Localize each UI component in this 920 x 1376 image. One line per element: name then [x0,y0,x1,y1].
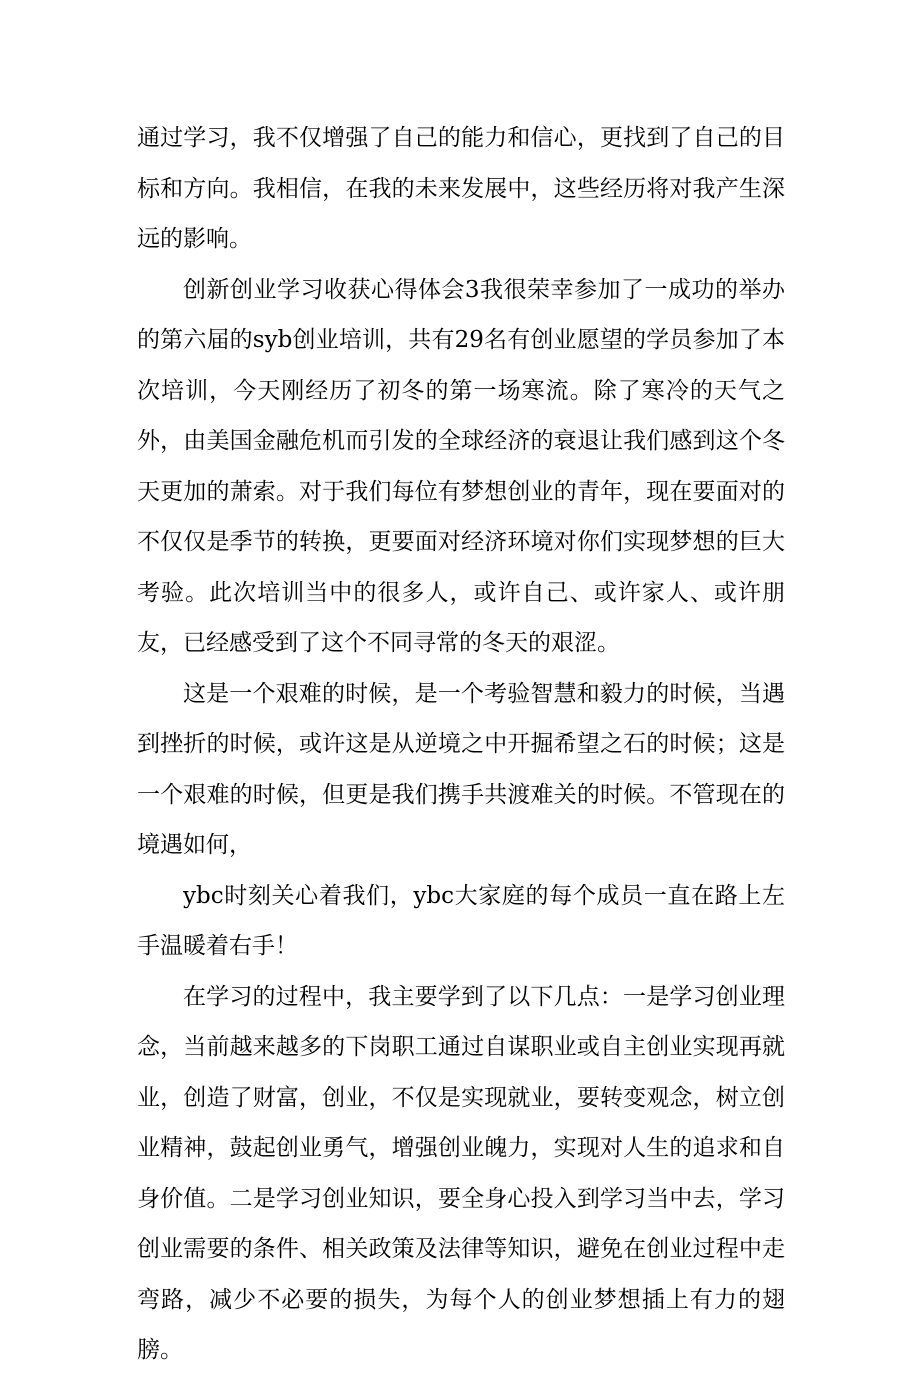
paragraph-3: 这是一个艰难的时候，是一个考验智慧和毅力的时候，当遇到挫折的时候，或许这是从逆境之中开掘希望之石的时候；这是一个艰难的时候，但更是我们携手共渡难关的时候。不管现在的境遇如何， [137,680,785,858]
paragraph-2: 创新创业学习收获心得体会3我很荣幸参加了一成功的举办的第六届的syb创业培训，共有29名有创业愿望的学员参加了本次培训，今天刚经历了初冬的第一场寒流。除了寒冷的天气之外，由美国金融危机而引发的全球经济的衰退让我们感到这个冬天更加的萧索。对于我们每位有梦想创业的青年，现在要面对的不仅仅是季节的转换，更要面对经济环境对你们实现梦想的巨大考验。此次培训当中的很多人，或许自己、或许家人、或许朋友，已经感受到了这个不同寻常的冬天的艰涩。 [137,276,785,656]
document-body [137,113,785,1376]
paragraph-4: ybc时刻关心着我们，ybc大家庭的每个成员一直在路上左手温暖着右手！ [137,882,785,959]
paragraph-5: 在学习的过程中，我主要学到了以下几点：一是学习创业理念，当前越来越多的下岗职工通过自谋职业或自主创业实现再就业，创造了财富，创业，不仅是实现就业，要转变观念，树立创业精神，鼓起创业勇气，增强创业魄力，实现对人生的追求和自身价值。二是学习创业知识，要全身心投入到学习当中去，学习创业需要的条件、相关政策及法律等知识，避免在创业过程中走弯路，减少不必要的损失，为每个人的创业梦想插上有力的翅膀。 [137,983,785,1363]
paragraph-1: 通过学习，我不仅增强了自己的能力和信心，更找到了自己的目标和方向。我相信，在我的未来发展中，这些经历将对我产生深远的影响。 [137,125,785,252]
